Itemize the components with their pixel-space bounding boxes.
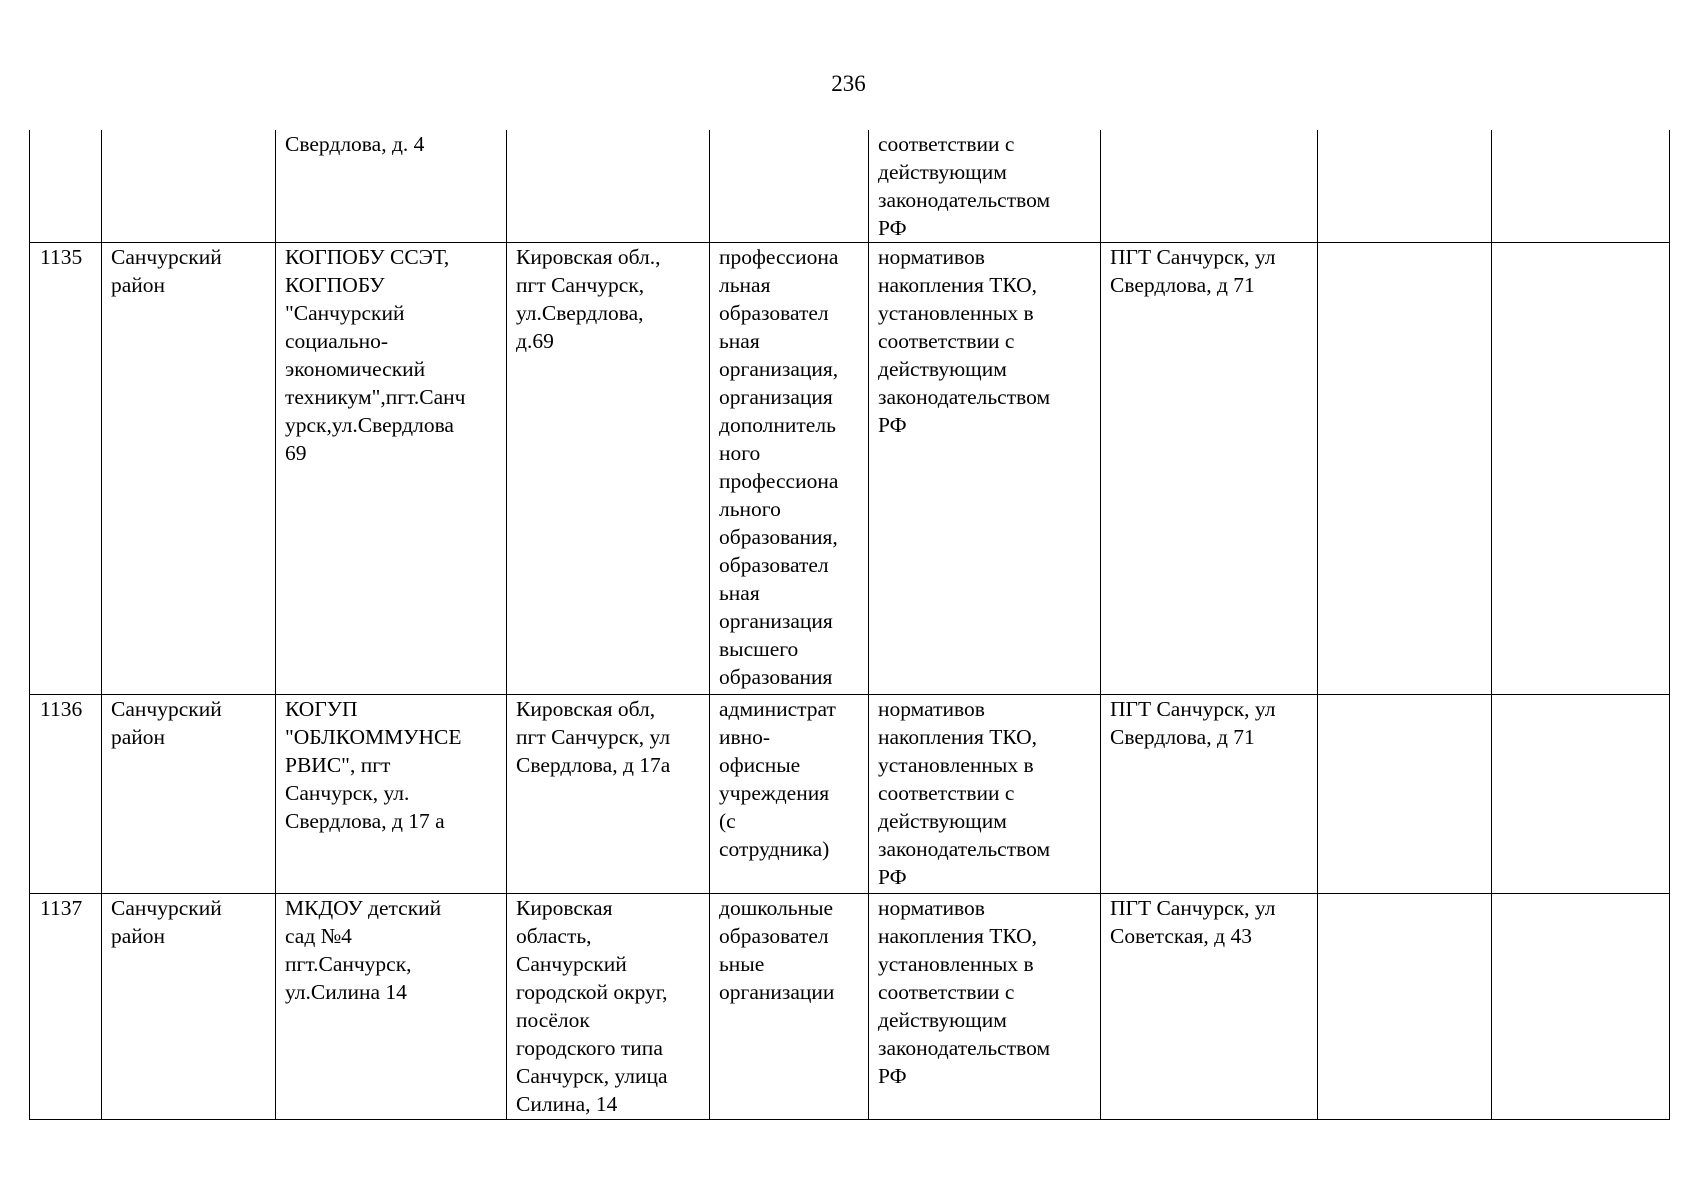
cell-district: Санчурский район	[102, 695, 276, 894]
cell-norm: нормативов накопления ТКО, установленных в соответствии с действующим законодательством РФ	[869, 894, 1101, 1120]
cell-legal-address	[507, 130, 710, 243]
cell-extra-1	[1318, 130, 1492, 243]
cell-category: дошкольные образовател ьные организации	[710, 894, 869, 1120]
cell-legal-address: Кировская обл, пгт Санчурск, ул Свердлова, д 17а	[507, 695, 710, 894]
table-row	[30, 894, 1670, 1120]
cell-organization: КОГПОБУ ССЭТ, КОГПОБУ "Санчурский социально- экономический техникум",пгт.Санч урск,ул.Свердлова 69	[276, 243, 507, 695]
cell-num: 1135	[30, 243, 102, 695]
cell-site: ПГТ Санчурск, ул Свердлова, д 71	[1101, 695, 1318, 894]
table-row-continuation	[30, 130, 1670, 243]
cell-num: 1137	[30, 894, 102, 1120]
cell-district: Санчурский район	[102, 894, 276, 1120]
cell-organization: КОГУП "ОБЛКОММУНСЕ РВИС", пгт Санчурск, ул. Свердлова, д 17 а	[276, 695, 507, 894]
cell-extra-2	[1492, 243, 1670, 695]
cell-district: Санчурский район	[102, 243, 276, 695]
page-number: 236	[831, 71, 866, 96]
cell-extra-2	[1492, 894, 1670, 1120]
cell-district	[102, 130, 276, 243]
cell-norm: нормативов накопления ТКО, установленных в соответствии с действующим законодательством РФ	[869, 243, 1101, 695]
cell-extra-2	[1492, 695, 1670, 894]
cell-organization: МКДОУ детский сад №4 пгт.Санчурск, ул.Силина 14	[276, 894, 507, 1120]
cell-organization: Свердлова, д. 4	[276, 130, 507, 243]
cell-category: администрат ивно- офисные учреждения (с сотрудника)	[710, 695, 869, 894]
cell-extra-1	[1318, 243, 1492, 695]
table-row	[30, 695, 1670, 894]
cell-num	[30, 130, 102, 243]
cell-extra-1	[1318, 894, 1492, 1120]
cell-legal-address: Кировская область, Санчурский городской округ, посёлок городского типа Санчурск, улица Силина, 14	[507, 894, 710, 1120]
cell-site	[1101, 130, 1318, 243]
cell-norm: соответствии с действующим законодательством РФ	[869, 130, 1101, 243]
table-row	[30, 243, 1670, 695]
cell-site: ПГТ Санчурск, ул Советская, д 43	[1101, 894, 1318, 1120]
cell-extra-1	[1318, 695, 1492, 894]
cell-extra-2	[1492, 130, 1670, 243]
registry-table	[29, 130, 1670, 1120]
cell-num: 1136	[30, 695, 102, 894]
cell-legal-address: Кировская обл., пгт Санчурск, ул.Свердлова, д.69	[507, 243, 710, 695]
cell-site: ПГТ Санчурск, ул Свердлова, д 71	[1101, 243, 1318, 695]
cell-norm: нормативов накопления ТКО, установленных в соответствии с действующим законодательством РФ	[869, 695, 1101, 894]
cell-category	[710, 130, 869, 243]
cell-category: профессиона льная образовател ьная организация, организация дополнитель ного профессиона льного образования, образовател ьная организация высшего образования	[710, 243, 869, 695]
